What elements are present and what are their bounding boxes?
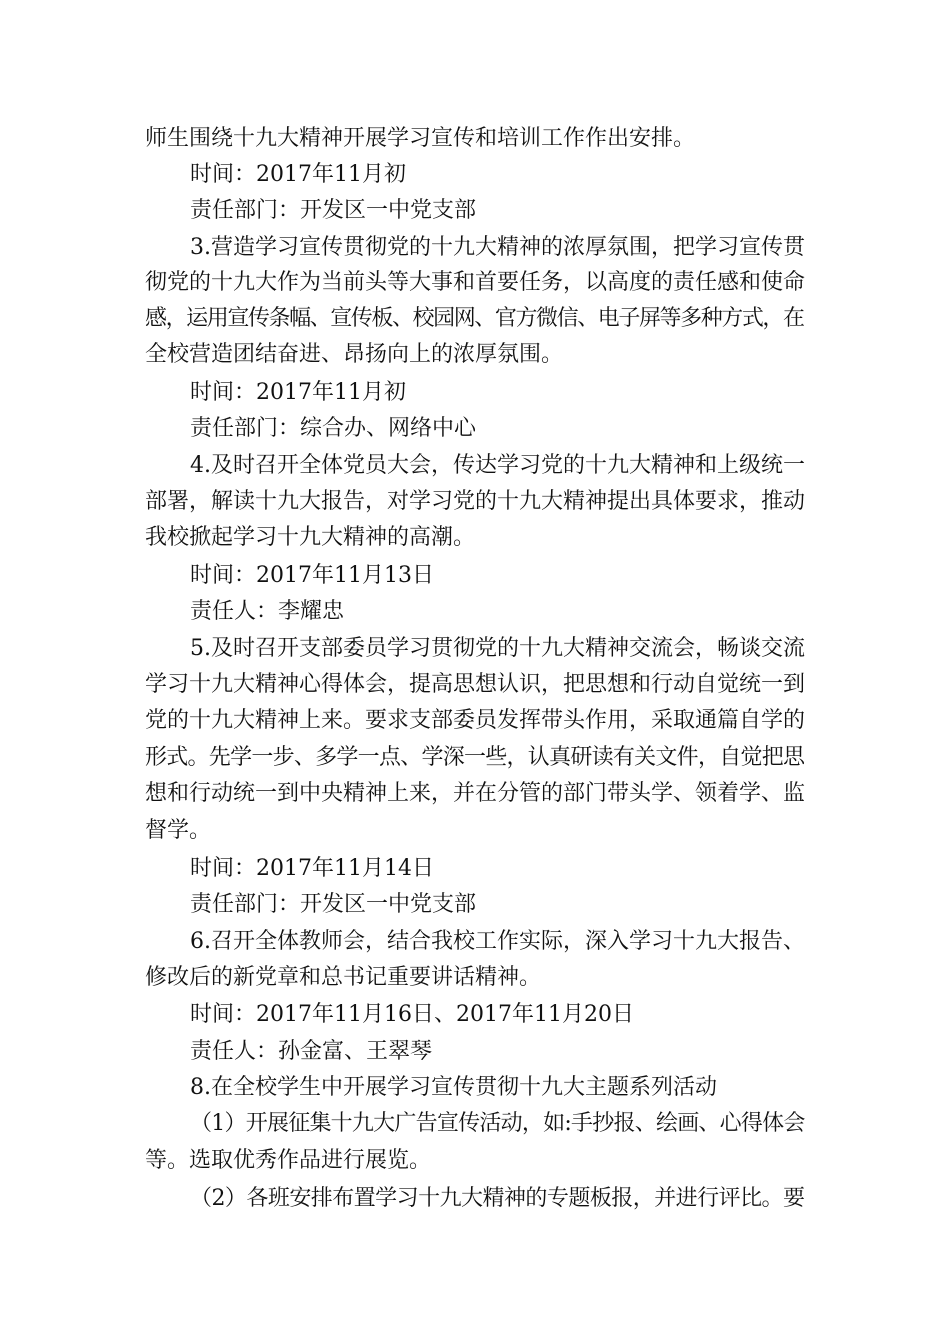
- paragraph-line: 修改后的新党章和总书记重要讲话精神。: [145, 965, 542, 990]
- department-line: 责任部门：综合办、网络中心: [190, 416, 477, 441]
- responsible-person-line: 责任人：孙金富、王翠琴: [190, 1039, 433, 1064]
- time-line: 时间：2017年11月13日: [190, 563, 434, 588]
- department-line: 责任部门：开发区一中党支部: [190, 892, 477, 917]
- item-5-heading-line: 5.及时召开支部委员学习贯彻党的十九大精神交流会，畅谈交流: [190, 636, 805, 661]
- paragraph-line: 督学。: [145, 818, 212, 843]
- sub-item-2-line: （2）各班安排布置学习十九大精神的专题板报，并进行评比。要: [190, 1186, 805, 1211]
- time-line: 时间：2017年11月初: [190, 162, 406, 187]
- time-line: 时间：2017年11月16日、2017年11月20日: [190, 1002, 634, 1027]
- paragraph-line: 部署，解读十九大报告，对学习党的十九大精神提出具体要求，推动: [145, 489, 806, 514]
- time-line: 时间：2017年11月初: [190, 380, 406, 405]
- responsible-person-line: 责任人：李耀忠: [190, 599, 345, 624]
- paragraph-line: 学习十九大精神心得体会，提高思想认识，把思想和行动自觉统一到: [145, 672, 806, 697]
- paragraph-line: 彻党的十九大作为当前头等大事和首要任务，以高度的责任感和使命: [145, 270, 806, 295]
- paragraph-line: 党的十九大精神上来。要求支部委员发挥带头作用，采取通篇自学的: [145, 708, 806, 733]
- department-line: 责任部门：开发区一中党支部: [190, 198, 477, 223]
- item-3-heading-line: 3.营造学习宣传贯彻党的十九大精神的浓厚氛围，把学习宣传贯: [190, 235, 805, 260]
- item-4-heading-line: 4.及时召开全体党员大会，传达学习党的十九大精神和上级统一: [190, 453, 805, 478]
- time-line: 时间：2017年11月14日: [190, 856, 434, 881]
- paragraph-line: 师生围绕十九大精神开展学习宣传和培训工作作出安排。: [145, 126, 696, 151]
- paragraph-line: 形式。先学一步、多学一点、学深一些，认真研读有关文件，自觉把思: [145, 745, 805, 770]
- item-8-heading-line: 8.在全校学生中开展学习宣传贯彻十九大主题系列活动: [190, 1075, 717, 1100]
- paragraph-line: 想和行动统一到中央精神上来，并在分管的部门带头学、领着学、监: [145, 781, 806, 806]
- paragraph-line: 感，运用宣传条幅、宣传板、校园网、官方微信、电子屏等多种方式，在: [145, 306, 804, 331]
- paragraph-line: 全校营造团结奋进、昂扬向上的浓厚氛围。: [145, 342, 564, 367]
- sub-item-1-line: （1）开展征集十九大广告宣传活动，如:手抄报、绘画、心得体会: [190, 1111, 805, 1136]
- paragraph-line: 我校掀起学习十九大精神的高潮。: [145, 525, 476, 550]
- item-6-heading-line: 6.召开全体教师会，结合我校工作实际，深入学习十九大报告、: [190, 929, 805, 954]
- paragraph-line: 等。选取优秀作品进行展览。: [145, 1148, 432, 1173]
